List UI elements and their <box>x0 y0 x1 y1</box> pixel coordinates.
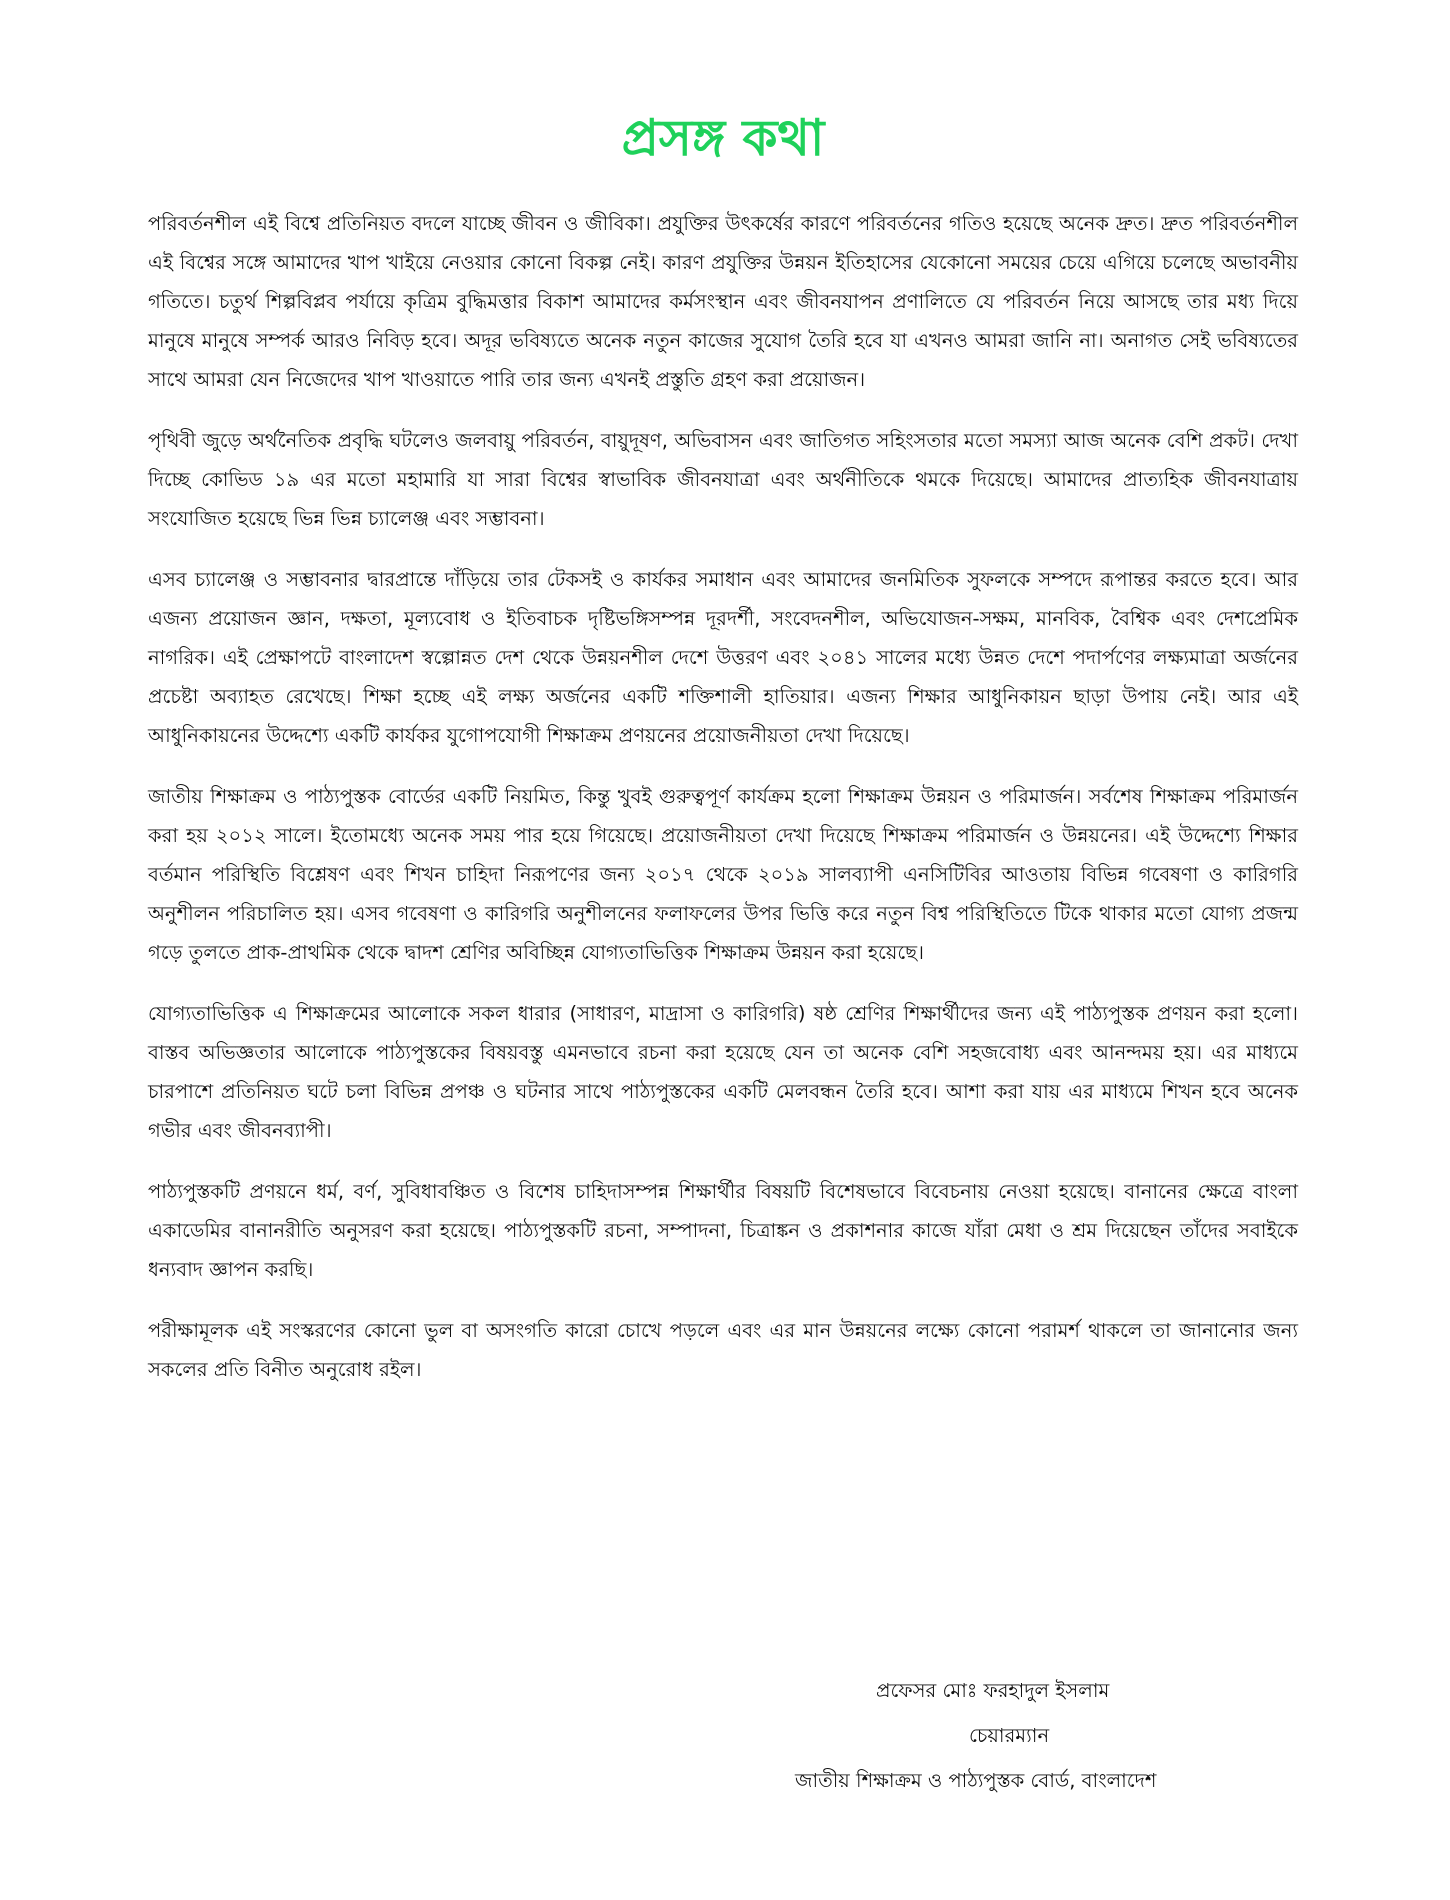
paragraph-5: যোগ্যতাভিত্তিক এ শিক্ষাক্রমের আলোকে সকল ধারার (সাধারণ, মাদ্রাসা ও কারিগরি) ষষ্ঠ শ্রেণির শিক্ষার্থীদের জন্য এই পাঠ্যপুস্তক প্রণয়ন করা হলো। বাস্তব অভিজ্ঞতার আলোকে পাঠ্যপুস্তকের বিষয়বস্তু এমনভাবে রচনা করা হয়েছে যেন তা অনেক বেশি সহজবোধ্য এবং আনন্দময় হয়। এর মাধ্যমে চারপাশে প্রতিনিয়ত ঘটে চলা বিভিন্ন প্রপঞ্চ ও ঘটনার সাথে পাঠ্যপুস্তকের একটি মেলবন্ধন তৈরি হবে। আশা করা যায় এর মাধ্যমে শিখন হবে অনেক গভীর এবং জীবনব্যাপী। <box>148 1002 1298 1142</box>
paragraph-6: পাঠ্যপুস্তকটি প্রণয়নে ধর্ম, বর্ণ, সুবিধাবঞ্চিত ও বিশেষ চাহিদাসম্পন্ন শিক্ষার্থীর বিষয়টি বিশেষভাবে বিবেচনায় নেওয়া হয়েছে। বানানের ক্ষেত্রে বাংলা একাডেমির বানানরীতি অনুসরণ করা হয়েছে। পাঠ্যপুস্তকটি রচনা, সম্পাদনা, চিত্রাঙ্কন ও প্রকাশনার কাজে যাঁরা মেধা ও শ্রম দিয়েছেন তাঁদের সবাইকে ধন্যবাদ জ্ঞাপন করছি। <box>148 1180 1298 1281</box>
document-body <box>148 108 1298 1411</box>
signatory-name: প্রফেসর মোঃ ফরহাদুল ইসলাম <box>876 1679 1110 1702</box>
signature-block <box>0 1676 1450 1856</box>
signatory-designation: চেয়ারম্যান <box>969 1724 1050 1747</box>
paragraph-4: জাতীয় শিক্ষাক্রম ও পাঠ্যপুস্তক বোর্ডের একটি নিয়মিত, কিন্তু খুবই গুরুত্বপূর্ণ কার্যক্রম হলো শিক্ষাক্রম উন্নয়ন ও পরিমার্জন। সর্বশেষ শিক্ষাক্রম পরিমার্জন করা হয় ২০১২ সালে। ইতোমধ্যে অনেক সময় পার হয়ে গিয়েছে। প্রয়োজনীয়তা দেখা দিয়েছে শিক্ষাক্রম পরিমার্জন ও উন্নয়নের। এই উদ্দেশ্যে শিক্ষার বর্তমান পরিস্থিতি বিশ্লেষণ এবং শিখন চাহিদা নিরূপণের জন্য ২০১৭ থেকে ২০১৯ সালব্যাপী এনসিটিবির আওতায় বিভিন্ন গবেষণা ও কারিগরি অনুশীলন পরিচালিত হয়। এসব গবেষণা ও কারিগরি অনুশীলনের ফলাফলের উপর ভিত্তি করে নতুন বিশ্ব পরিস্থিতিতে টিকে থাকার মতো যোগ্য প্রজন্ম গড়ে তুলতে প্রাক-প্রাথমিক থেকে দ্বাদশ শ্রেণির অবিচ্ছিন্ন যোগ্যতাভিত্তিক শিক্ষাক্রম উন্নয়ন করা হয়েছে। <box>148 785 1298 964</box>
page-title: প্রসঙ্গ কথা <box>621 108 825 167</box>
paragraph-2: পৃথিবী জুড়ে অর্থনৈতিক প্রবৃদ্ধি ঘটলেও জলবায়ু পরিবর্তন, বায়ুদূষণ, অভিবাসন এবং জাতিগত সহিংসতার মতো সমস্যা আজ অনেক বেশি প্রকট। দেখা দিচ্ছে কোভিড ১৯ এর মতো মহামারি যা সারা বিশ্বের স্বাভাবিক জীবনযাত্রা এবং অর্থনীতিকে থমকে দিয়েছে। আমাদের প্রাত্যহিক জীবনযাত্রায় সংযোজিত হয়েছে ভিন্ন ভিন্ন চ্যালেঞ্জ এবং সম্ভাবনা। <box>148 429 1298 530</box>
paragraph-3: এসব চ্যালেঞ্জ ও সম্ভাবনার দ্বারপ্রান্তে দাঁড়িয়ে তার টেকসই ও কার্যকর সমাধান এবং আমাদের জনমিতিক সুফলকে সম্পদে রূপান্তর করতে হবে। আর এজন্য প্রয়োজন জ্ঞান, দক্ষতা, মূল্যবোধ ও ইতিবাচক দৃষ্টিভঙ্গিসম্পন্ন দূরদর্শী, সংবেদনশীল, অভিযোজন-সক্ষম, মানবিক, বৈশ্বিক এবং দেশপ্রেমিক নাগরিক। এই প্রেক্ষাপটে বাংলাদেশ স্বল্পোন্নত দেশ থেকে উন্নয়নশীল দেশে উত্তরণ এবং ২০৪১ সালের মধ্যে উন্নত দেশে পদার্পণের লক্ষ্যমাত্রা অর্জনের প্রচেষ্টা অব্যাহত রেখেছে। শিক্ষা হচ্ছে এই লক্ষ্য অর্জনের একটি শক্তিশালী হাতিয়ার। এজন্য শিক্ষার আধুনিকায়ন ছাড়া উপায় নেই। আর এই আধুনিকায়নের উদ্দেশ্যে একটি কার্যকর যুগোপযোগী শিক্ষাক্রম প্রণয়নের প্রয়োজনীয়তা দেখা দিয়েছে। <box>148 568 1298 747</box>
signatory-organization: জাতীয় শিক্ষাক্রম ও পাঠ্যপুস্তক বোর্ড, বাংলাদেশ <box>795 1769 1157 1792</box>
paragraph-1: পরিবর্তনশীল এই বিশ্বে প্রতিনিয়ত বদলে যাচ্ছে জীবন ও জীবিকা। প্রযুক্তির উৎকর্ষের কারণে পরিবর্তনের গতিও হয়েছে অনেক দ্রুত। দ্রুত পরিবর্তনশীল এই বিশ্বের সঙ্গে আমাদের খাপ খাইয়ে নেওয়ার কোনো বিকল্প নেই। কারণ প্রযুক্তির উন্নয়ন ইতিহাসের যেকোনো সময়ের চেয়ে এগিয়ে চলেছে অভাবনীয় গতিতে। চতুর্থ শিল্পবিপ্লব পর্যায়ে কৃত্রিম বুদ্ধিমত্তার বিকাশ আমাদের কর্মসংস্থান এবং জীবনযাপন প্রণালিতে যে পরিবর্তন নিয়ে আসছে তার মধ্য দিয়ে মানুষে মানুষে সম্পর্ক আরও নিবিড় হবে। অদূর ভবিষ্যতে অনেক নতুন কাজের সুযোগ তৈরি হবে যা এখনও আমরা জানি না। অনাগত সেই ভবিষ্যতের সাথে আমরা যেন নিজেদের খাপ খাওয়াতে পারি তার জন্য এখনই প্রস্তুতি গ্রহণ করা প্রয়োজন। <box>148 212 1298 391</box>
paragraph-7: পরীক্ষামূলক এই সংস্করণের কোনো ভুল বা অসংগতি কারো চোখে পড়লে এবং এর মান উন্নয়নের লক্ষ্যে কোনো পরামর্শ থাকলে তা জানানোর জন্য সকলের প্রতি বিনীত অনুরোধ রইল। <box>148 1319 1298 1381</box>
paragraph-list <box>148 204 1298 1389</box>
